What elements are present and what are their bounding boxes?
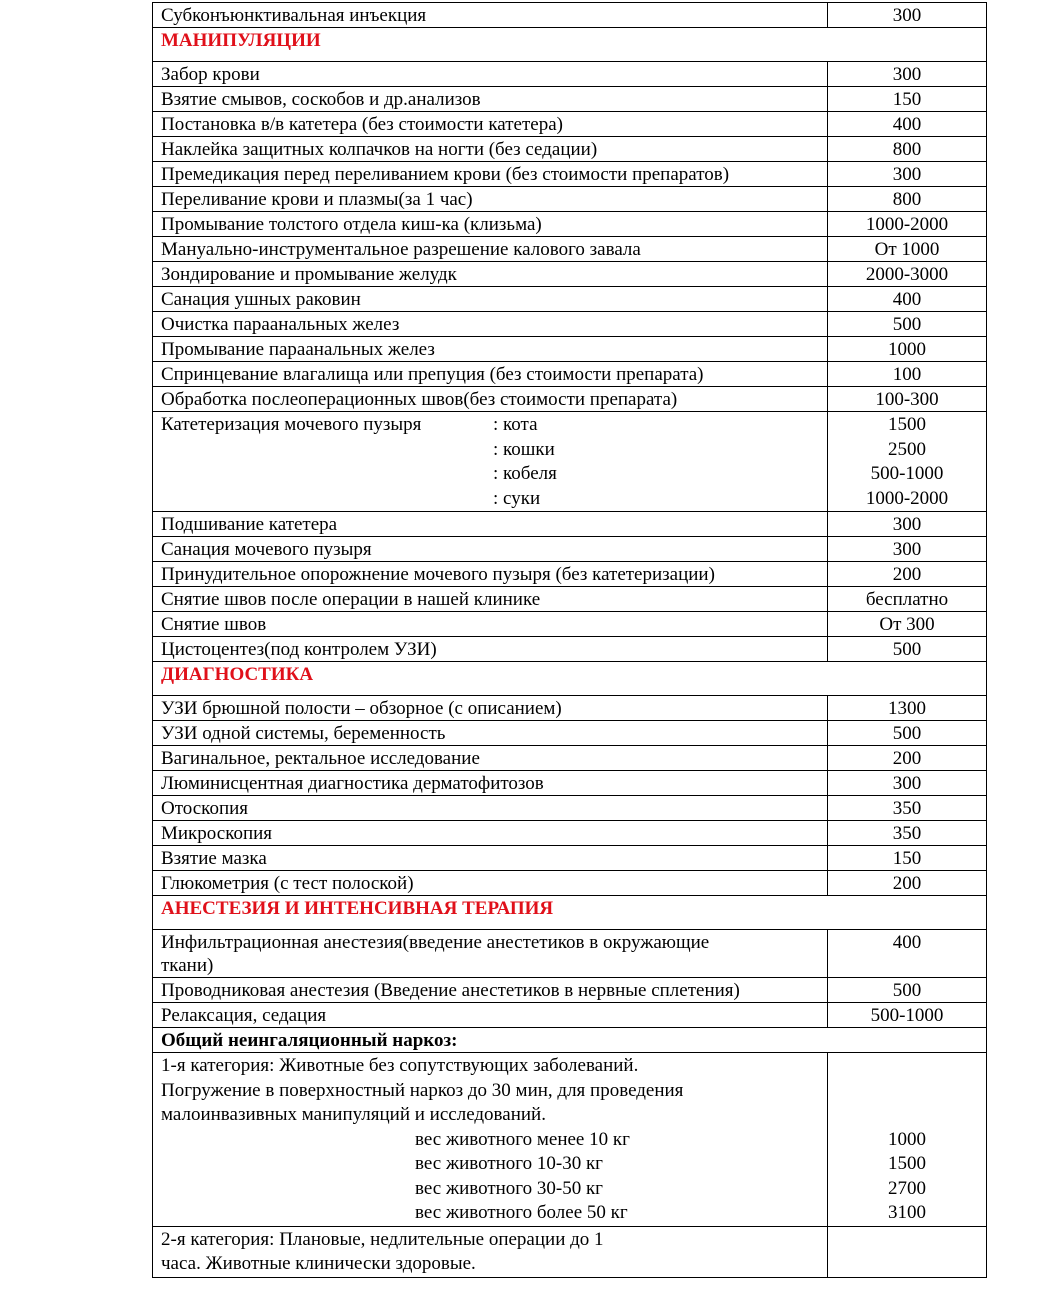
table-row: [153, 771, 987, 796]
table-row: [153, 512, 987, 537]
service-name: Зондирование и промывание желудк: [153, 262, 828, 287]
category-2-row: [153, 1226, 987, 1277]
service-name: Переливание крови и плазмы(за 1 час): [153, 187, 828, 212]
service-price: 500: [828, 312, 987, 337]
service-name: Подшивание катетера: [153, 512, 828, 537]
table-row: [153, 746, 987, 771]
table-row: [153, 696, 987, 721]
service-price: 500: [828, 637, 987, 662]
service-name: Очистка параанальных желез: [153, 312, 828, 337]
service-price: От 1000: [828, 237, 987, 262]
table-row: [153, 137, 987, 162]
service-price: 150: [828, 846, 987, 871]
service-name: Постановка в/в катетера (без стоимости катетера): [153, 112, 828, 137]
general-anesthesia-header: [153, 1028, 987, 1053]
service-name: [153, 930, 828, 978]
spacer: [828, 1103, 986, 1128]
service-price: 2000-3000: [828, 262, 987, 287]
service-name: [153, 412, 828, 512]
service-name: УЗИ брюшной полости – обзорное (с описанием): [153, 696, 828, 721]
table-row: [153, 796, 987, 821]
table-row: [153, 612, 987, 637]
table-row: [153, 387, 987, 412]
service-price: 300: [828, 162, 987, 187]
catheterization-option-price: 2500: [888, 438, 926, 460]
service-price: 800: [828, 187, 987, 212]
table-row: [153, 1003, 987, 1028]
table-row: [153, 337, 987, 362]
table-row: [153, 821, 987, 846]
category-1-prices: [828, 1053, 987, 1227]
service-name: Взятие мазка: [153, 846, 828, 871]
catheterization-option-label: : кобеля: [493, 463, 557, 484]
weight-price: 1000: [888, 1128, 926, 1150]
service-price: 200: [828, 562, 987, 587]
service-price: 800: [828, 137, 987, 162]
service-price: 200: [828, 871, 987, 896]
spacer: [828, 1054, 986, 1079]
service-name: Обработка послеоперационных швов(без стоимости препарата): [153, 387, 828, 412]
service-price: 100-300: [828, 387, 987, 412]
table-row: [153, 871, 987, 896]
service-price: 300: [828, 537, 987, 562]
table-row: [153, 587, 987, 612]
service-price: 500: [828, 721, 987, 746]
service-name-line: ткани): [161, 955, 214, 976]
service-price: [828, 412, 987, 512]
table-row: [153, 562, 987, 587]
service-name: Забор крови: [153, 62, 828, 87]
catheterization-option: [161, 438, 827, 463]
service-name: Спринцевание влагалища или препуция (без стоимости препарата): [153, 362, 828, 387]
category-2-price: [828, 1226, 987, 1277]
category-1-description: [153, 1053, 828, 1227]
service-name: Люминисцентная диагностика дерматофитозов: [153, 771, 828, 796]
weight-price: 2700: [888, 1177, 926, 1199]
table-row: [153, 287, 987, 312]
weight-label: вес животного менее 10 кг: [415, 1128, 630, 1150]
service-name: Снятие швов: [153, 612, 828, 637]
category-2-line: часа. Животные клинически здоровые.: [161, 1253, 476, 1274]
weight-label: вес животного 10-30 кг: [415, 1153, 603, 1174]
table-row: [153, 3, 987, 28]
service-price: 1000-2000: [828, 212, 987, 237]
service-name: Отоскопия: [153, 796, 828, 821]
category-1-line: 1-я категория: Животные без сопутствующих заболеваний.: [161, 1055, 639, 1076]
service-name: Принудительное опорожнение мочевого пузыря (без катетеризации): [153, 562, 828, 587]
table-row: [153, 312, 987, 337]
service-price: 200: [828, 746, 987, 771]
category-2-description: [153, 1226, 828, 1277]
service-name: Премедикация перед переливанием крови (без стоимости препаратов): [153, 162, 828, 187]
service-name: Наклейка защитных колпачков на ногти (без седации): [153, 137, 828, 162]
service-price: 300: [828, 62, 987, 87]
service-price: 400: [828, 112, 987, 137]
weight-label: вес животного 30-50 кг: [415, 1177, 603, 1199]
price-table-body: [153, 3, 987, 1278]
service-price: 400: [828, 287, 987, 312]
section-header-diagnostics: [153, 662, 987, 696]
section-title: МАНИПУЛЯЦИИ: [161, 30, 321, 51]
service-name: Промывание параанальных желез: [153, 337, 828, 362]
table-row: [153, 62, 987, 87]
catheterization-option-price: 1000-2000: [865, 487, 949, 509]
service-price: бесплатно: [828, 587, 987, 612]
service-price: 350: [828, 821, 987, 846]
general-anesthesia-title: Общий неингаляционный наркоз:: [161, 1030, 458, 1051]
service-price: 100: [828, 362, 987, 387]
table-row: [153, 362, 987, 387]
table-row: [153, 262, 987, 287]
table-row: [153, 637, 987, 662]
table-row: [153, 112, 987, 137]
table-row: [153, 537, 987, 562]
catheterization-option-price: 500-1000: [870, 463, 944, 484]
catheterization-option: [161, 413, 827, 438]
table-row: [153, 846, 987, 871]
service-price: 500: [828, 978, 987, 1003]
service-price: 500-1000: [828, 1003, 987, 1028]
table-row: [153, 187, 987, 212]
service-name-line: Инфильтрационная анестезия(введение анестетиков в окружающие: [161, 932, 710, 953]
weight-label: вес животного более 50 кг: [415, 1202, 628, 1223]
category-1-line: Погружение в поверхностный наркоз до 30 мин, для проведения: [161, 1079, 684, 1101]
catheterization-option-label: : кошки: [493, 438, 555, 460]
service-name: Проводниковая анестезия (Введение анестетиков в нервные сплетения): [153, 978, 828, 1003]
service-name: Релаксация, седация: [153, 1003, 828, 1028]
spacer: [828, 1079, 986, 1104]
table-row: [153, 930, 987, 978]
service-name: Санация мочевого пузыря: [153, 537, 828, 562]
service-name: Глюкометрия (с тест полоской): [153, 871, 828, 896]
category-1-row: [153, 1053, 987, 1227]
category-1-line: малоинвазивных манипуляций и исследований.: [161, 1104, 546, 1125]
table-row: [153, 237, 987, 262]
service-price: 400: [828, 930, 987, 978]
service-price: 150: [828, 87, 987, 112]
section-header-anesthesia: [153, 896, 987, 930]
catheterization-name: Катетеризация мочевого пузыря: [161, 414, 422, 435]
service-name: Микроскопия: [153, 821, 828, 846]
service-name: Взятие смывов, соскобов и др.анализов: [153, 87, 828, 112]
service-price: 300: [828, 3, 987, 28]
service-name: Снятие швов после операции в нашей клинике: [153, 587, 828, 612]
catheterization-option-label: : кота: [493, 414, 538, 435]
category-2-line: 2-я категория: Плановые, недлительные операции до 1: [161, 1228, 604, 1250]
table-row: [153, 978, 987, 1003]
catheterization-option: [161, 462, 827, 487]
section-header-manipulations: [153, 28, 987, 62]
section-title: АНЕСТЕЗИЯ И ИНТЕНСИВНАЯ ТЕРАПИЯ: [161, 898, 554, 919]
catheterization-row: [153, 412, 987, 512]
service-price: 350: [828, 796, 987, 821]
service-price: 1000: [828, 337, 987, 362]
service-price: От 300: [828, 612, 987, 637]
service-name: Субконъюнктивальная инъекция: [153, 3, 828, 28]
service-name: Санация ушных раковин: [153, 287, 828, 312]
weight-price: 3100: [888, 1202, 926, 1223]
service-name: Цистоцентез(под контролем УЗИ): [153, 637, 828, 662]
catheterization-option-label: : суки: [493, 487, 541, 509]
weight-price: 1500: [888, 1153, 926, 1174]
service-name: УЗИ одной системы, беременность: [153, 721, 828, 746]
service-price: 300: [828, 771, 987, 796]
catheterization-option: [161, 487, 827, 512]
section-title: ДИАГНОСТИКА: [161, 664, 314, 685]
table-row: [153, 212, 987, 237]
service-name: Вагинальное, ректальное исследование: [153, 746, 828, 771]
service-name: Промывание толстого отдела киш-ка (клизьма): [153, 212, 828, 237]
service-price: 300: [828, 512, 987, 537]
price-table: [152, 2, 987, 1278]
table-row: [153, 162, 987, 187]
table-row: [153, 721, 987, 746]
service-price: 1300: [828, 696, 987, 721]
catheterization-option-price: 1500: [888, 414, 926, 435]
service-name: Мануально-инструментальное разрешение калового завала: [153, 237, 828, 262]
table-row: [153, 87, 987, 112]
